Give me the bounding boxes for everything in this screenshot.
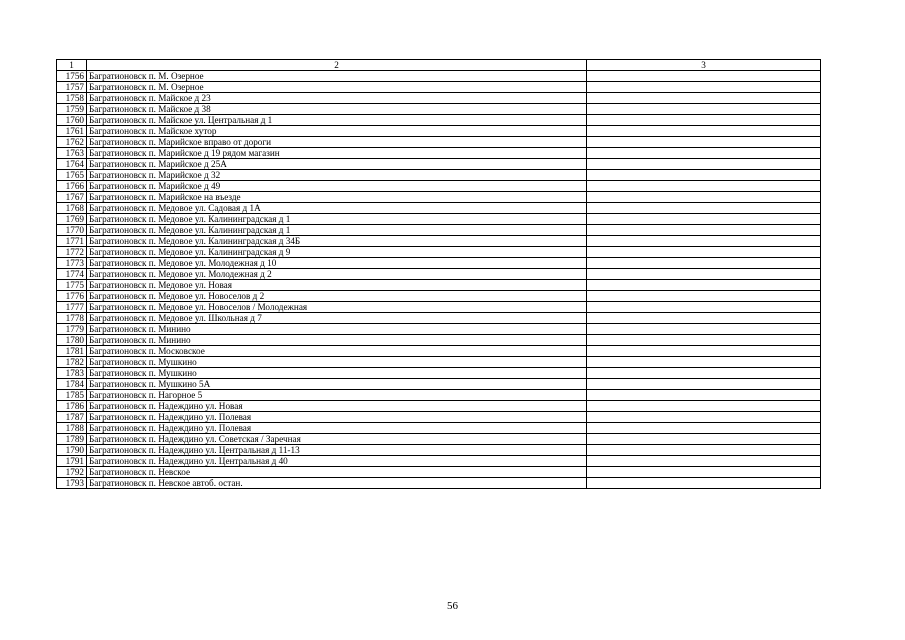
table-row: [57, 313, 821, 324]
table-row: [57, 126, 821, 137]
row-number: 1780: [57, 335, 87, 346]
row-note: [587, 247, 821, 258]
row-note: [587, 82, 821, 93]
table-row: [57, 93, 821, 104]
table-row: [57, 214, 821, 225]
row-address: Багратионовск п. Майское д 38: [87, 104, 587, 115]
row-number: 1765: [57, 170, 87, 181]
row-number: 1758: [57, 93, 87, 104]
row-number: 1760: [57, 115, 87, 126]
row-number: 1784: [57, 379, 87, 390]
row-number: 1775: [57, 280, 87, 291]
row-address: Багратионовск п. Марийское д 25А: [87, 159, 587, 170]
table-row: [57, 456, 821, 467]
row-address: Багратионовск п. Марийское д 49: [87, 181, 587, 192]
row-address: Багратионовск п. Медовое ул. Новая: [87, 280, 587, 291]
row-address: Багратионовск п. Марийское вправо от дороги: [87, 137, 587, 148]
row-note: [587, 214, 821, 225]
row-note: [587, 346, 821, 357]
row-note: [587, 181, 821, 192]
row-note: [587, 401, 821, 412]
table-row: [57, 269, 821, 280]
row-address: Багратионовск п. Медовое ул. Новоселов / Молодежная: [87, 302, 587, 313]
row-note: [587, 313, 821, 324]
row-note: [587, 324, 821, 335]
row-note: [587, 291, 821, 302]
table-row: [57, 324, 821, 335]
row-number: 1766: [57, 181, 87, 192]
row-note: [587, 71, 821, 82]
table-row: [57, 335, 821, 346]
row-address: Багратионовск п. Майское ул. Центральная д 1: [87, 115, 587, 126]
row-number: 1787: [57, 412, 87, 423]
row-number: 1768: [57, 203, 87, 214]
row-address: Багратионовск п. Минино: [87, 335, 587, 346]
row-address: Багратионовск п. Невское: [87, 467, 587, 478]
row-number: 1770: [57, 225, 87, 236]
row-address: Багратионовск п. Надеждино ул. Новая: [87, 401, 587, 412]
row-note: [587, 170, 821, 181]
row-address: Багратионовск п. Медовое ул. Новоселов д 2: [87, 291, 587, 302]
row-address: Багратионовск п. Марийское д 19 рядом магазин: [87, 148, 587, 159]
row-address: Багратионовск п. Медовое ул. Калининградская д 1: [87, 214, 587, 225]
table-header-row: [57, 60, 821, 71]
header-col-2: 2: [87, 60, 587, 71]
row-note: [587, 412, 821, 423]
row-address: Багратионовск п. Медовое ул. Калининградская д 9: [87, 247, 587, 258]
table-row: [57, 159, 821, 170]
table-row: [57, 104, 821, 115]
row-address: Багратионовск п. Мушкино: [87, 368, 587, 379]
row-address: Багратионовск п. Медовое ул. Школьная д 7: [87, 313, 587, 324]
row-note: [587, 335, 821, 346]
row-address: Багратионовск п. Надеждино ул. Полевая: [87, 412, 587, 423]
row-note: [587, 445, 821, 456]
table-row: [57, 346, 821, 357]
row-number: 1761: [57, 126, 87, 137]
row-number: 1759: [57, 104, 87, 115]
row-number: 1777: [57, 302, 87, 313]
address-table: [56, 59, 821, 489]
row-number: 1772: [57, 247, 87, 258]
row-note: [587, 368, 821, 379]
row-note: [587, 192, 821, 203]
table-row: [57, 137, 821, 148]
row-note: [587, 115, 821, 126]
table-row: [57, 115, 821, 126]
row-number: 1779: [57, 324, 87, 335]
row-note: [587, 225, 821, 236]
row-number: 1782: [57, 357, 87, 368]
row-address: Багратионовск п. Майское хутор: [87, 126, 587, 137]
row-note: [587, 126, 821, 137]
header-col-3: 3: [587, 60, 821, 71]
table-row: [57, 258, 821, 269]
page-number: 56: [447, 600, 458, 612]
row-number: 1778: [57, 313, 87, 324]
row-number: 1786: [57, 401, 87, 412]
row-address: Багратионовск п. Медовое ул. Калининградская д 34Б: [87, 236, 587, 247]
row-address: Багратионовск п. Невское автоб. остан.: [87, 478, 587, 489]
row-address: Багратионовск п. Минино: [87, 324, 587, 335]
row-address: Багратионовск п. Нагорное 5: [87, 390, 587, 401]
row-note: [587, 280, 821, 291]
row-number: 1773: [57, 258, 87, 269]
row-note: [587, 137, 821, 148]
row-note: [587, 467, 821, 478]
table-row: [57, 291, 821, 302]
table-row: [57, 148, 821, 159]
header-col-1: 1: [57, 60, 87, 71]
row-note: [587, 93, 821, 104]
row-note: [587, 236, 821, 247]
row-address: Багратионовск п. Надеждино ул. Центральная д 11-13: [87, 445, 587, 456]
row-note: [587, 379, 821, 390]
row-address: Багратионовск п. Мушкино 5А: [87, 379, 587, 390]
row-address: Багратионовск п. Мушкино: [87, 357, 587, 368]
row-address: Багратионовск п. Московское: [87, 346, 587, 357]
table-row: [57, 478, 821, 489]
row-address: Багратионовск п. М. Озерное: [87, 82, 587, 93]
row-number: 1769: [57, 214, 87, 225]
row-note: [587, 269, 821, 280]
row-address: Багратионовск п. Надеждино ул. Полевая: [87, 423, 587, 434]
row-address: Багратионовск п. Надеждино ул. Центральная д 40: [87, 456, 587, 467]
row-note: [587, 390, 821, 401]
table-row: [57, 357, 821, 368]
row-number: 1781: [57, 346, 87, 357]
table-row: [57, 379, 821, 390]
row-address: Багратионовск п. Марийское д 32: [87, 170, 587, 181]
row-number: 1793: [57, 478, 87, 489]
table-row: [57, 181, 821, 192]
row-address: Багратионовск п. Майское д 23: [87, 93, 587, 104]
row-number: 1790: [57, 445, 87, 456]
row-note: [587, 456, 821, 467]
row-address: Багратионовск п. М. Озерное: [87, 71, 587, 82]
table-row: [57, 434, 821, 445]
row-number: 1767: [57, 192, 87, 203]
row-number: 1776: [57, 291, 87, 302]
row-number: 1762: [57, 137, 87, 148]
row-number: 1771: [57, 236, 87, 247]
row-number: 1774: [57, 269, 87, 280]
table-row: [57, 203, 821, 214]
table-row: [57, 368, 821, 379]
row-note: [587, 434, 821, 445]
row-number: 1756: [57, 71, 87, 82]
table-row: [57, 302, 821, 313]
row-note: [587, 357, 821, 368]
row-number: 1764: [57, 159, 87, 170]
table-row: [57, 71, 821, 82]
table-row: [57, 401, 821, 412]
row-address: Багратионовск п. Марийское на въезде: [87, 192, 587, 203]
row-number: 1757: [57, 82, 87, 93]
table-row: [57, 412, 821, 423]
table-row: [57, 225, 821, 236]
table-row: [57, 467, 821, 478]
table-row: [57, 445, 821, 456]
table-row: [57, 82, 821, 93]
table-row: [57, 236, 821, 247]
row-address: Багратионовск п. Надеждино ул. Советская / Заречная: [87, 434, 587, 445]
row-number: 1792: [57, 467, 87, 478]
row-number: 1785: [57, 390, 87, 401]
row-note: [587, 159, 821, 170]
row-note: [587, 478, 821, 489]
table-row: [57, 280, 821, 291]
table-row: [57, 192, 821, 203]
row-number: 1788: [57, 423, 87, 434]
row-number: 1789: [57, 434, 87, 445]
row-number: 1763: [57, 148, 87, 159]
row-note: [587, 423, 821, 434]
table-row: [57, 390, 821, 401]
row-address: Багратионовск п. Медовое ул. Молодежная д 2: [87, 269, 587, 280]
row-note: [587, 258, 821, 269]
table-row: [57, 247, 821, 258]
row-number: 1783: [57, 368, 87, 379]
row-note: [587, 104, 821, 115]
row-address: Багратионовск п. Медовое ул. Садовая д 1А: [87, 203, 587, 214]
table-row: [57, 170, 821, 181]
table-row: [57, 423, 821, 434]
row-note: [587, 203, 821, 214]
row-note: [587, 148, 821, 159]
row-number: 1791: [57, 456, 87, 467]
row-note: [587, 302, 821, 313]
row-address: Багратионовск п. Медовое ул. Калининградская д 1: [87, 225, 587, 236]
row-address: Багратионовск п. Медовое ул. Молодежная д 10: [87, 258, 587, 269]
